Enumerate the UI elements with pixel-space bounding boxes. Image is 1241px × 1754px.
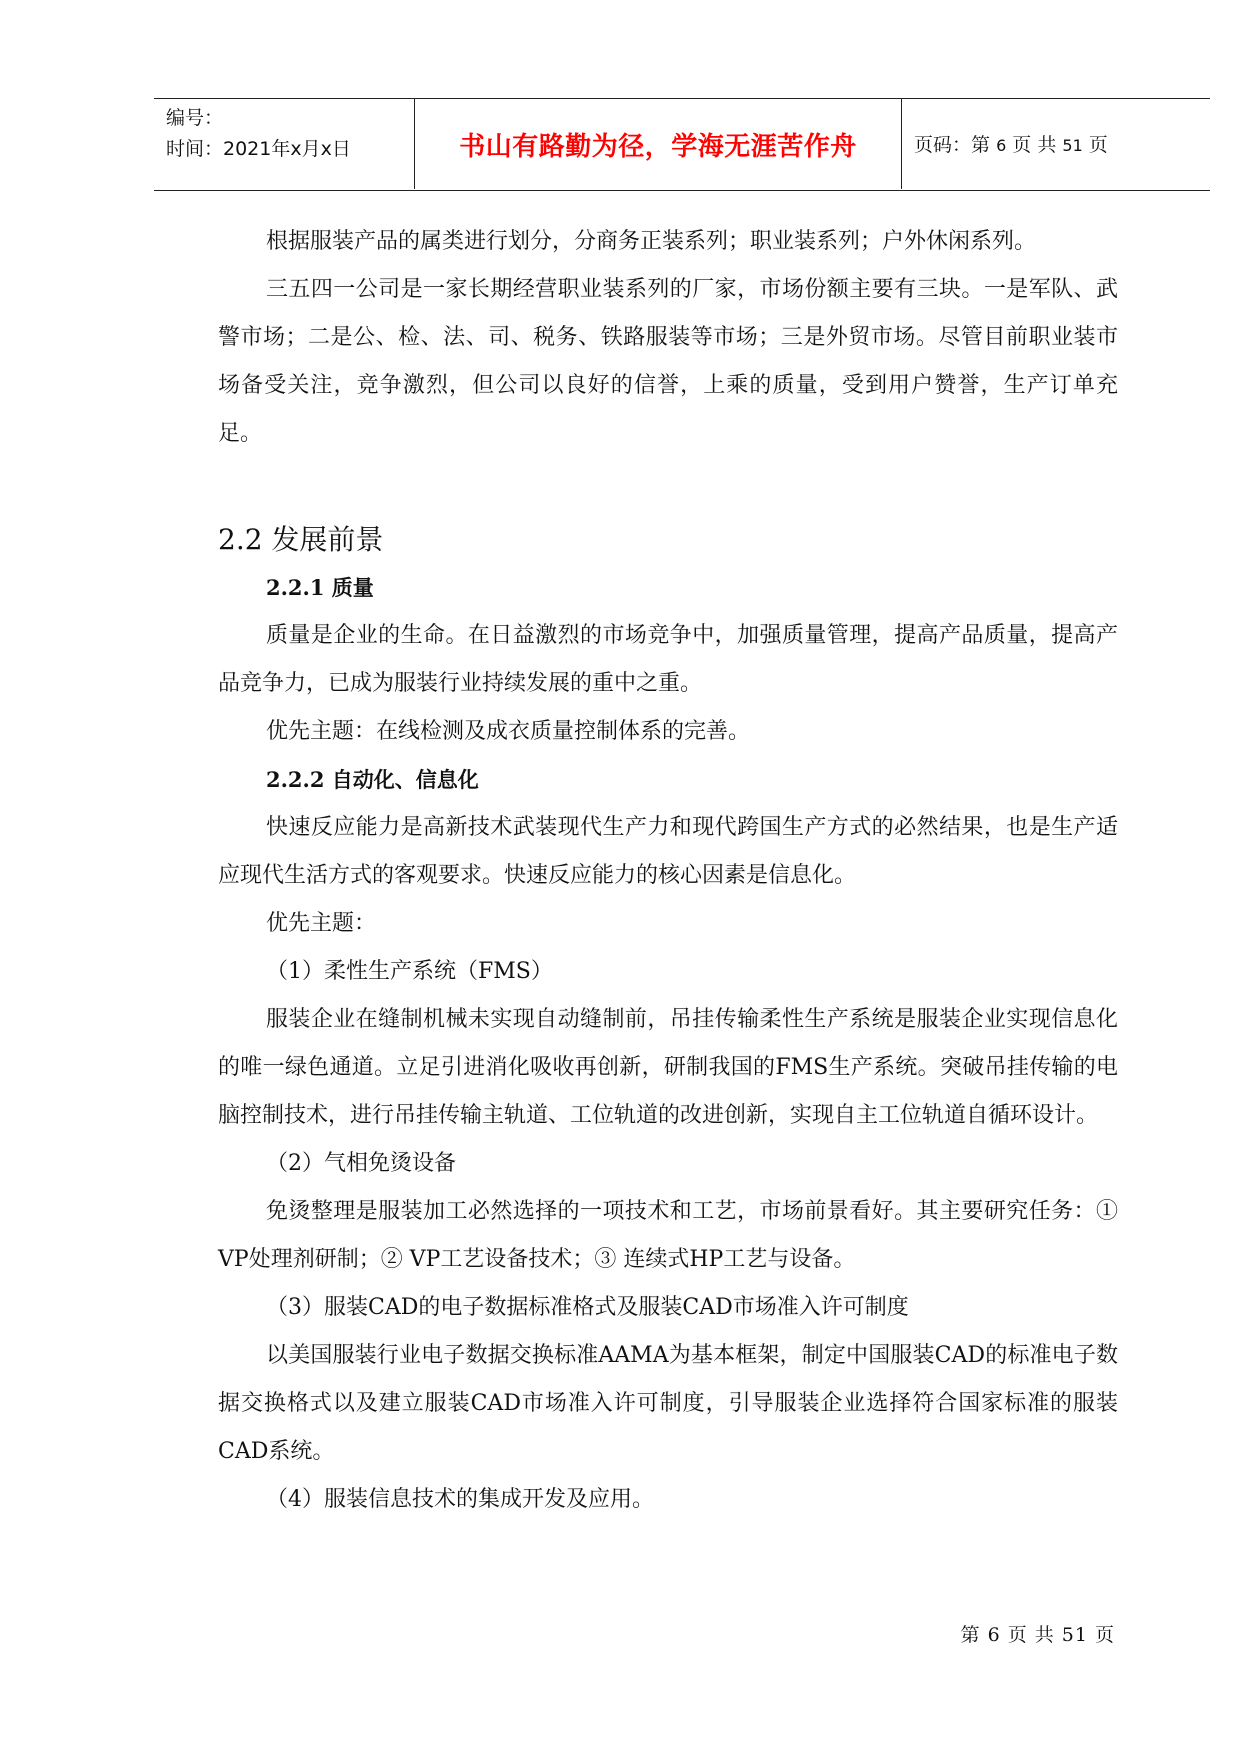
paragraph: 免烫整理是服装加工必然选择的一项技术和工艺，市场前景看好。其主要研究任务：① VP处理剂研制；② VP工艺设备技术；③ 连续式HP工艺与设备。 [218,1199,1118,1272]
header-motto-cell [414,99,902,189]
subsection-heading: 2.2.1 质量 [266,575,374,600]
page-mid-label: 页 共 [1012,134,1057,156]
subsection-heading: 2.2.2 自动化、信息化 [266,767,479,792]
paragraph: 优先主题： [266,911,377,936]
page-header [154,98,1210,191]
header-page-info [914,130,1108,157]
document-body [218,218,1118,1524]
page-label: 页码：第 [914,134,991,156]
paragraph: 服装企业在缝制机械未实现自动缝制前，吊挂传输柔性生产系统是服装企业实现信息化的唯一绿色通道。立足引进消化吸收再创新，研制我国的FMS生产系统。突破吊挂传输的电脑控制技术，进行吊挂传输主轨道、工位轨道的改进创新，实现自主工位轨道自循环设计。 [218,1007,1118,1128]
list-item: （3）服装CAD的电子数据标准格式及服装CAD市场准入许可制度 [266,1295,909,1320]
page-total: 51 [1062,136,1083,155]
page-footer: 第 6 页 共 51 页 [960,1624,1115,1646]
paragraph: 三五四一公司是一家长期经营职业装系列的厂家，市场份额主要有三块。一是军队、武警市场；二是公、检、法、司、税务、铁路服装等市场；三是外贸市场。尽管目前职业装市场备受关注，竞争激烈，但公司以良好的信誉，上乘的质量，受到用户赞誉，生产订单充足。 [218,277,1118,446]
list-item: （1）柔性生产系统（FMS） [266,959,553,984]
page-current: 6 [996,136,1007,155]
paragraph: 快速反应能力是高新技术武装现代生产力和现代跨国生产方式的必然结果，也是生产适应现代生活方式的客观要求。快速反应能力的核心因素是信息化。 [218,815,1118,888]
paragraph: 优先主题：在线检测及成衣质量控制体系的完善。 [266,719,751,744]
paragraph: 以美国服装行业电子数据交换标准AAMA为基本框架，制定中国服装CAD的标准电子数据交换格式以及建立服装CAD市场准入许可制度，引导服装企业选择符合国家标准的服装CAD系统。 [218,1343,1118,1464]
section-heading: 2.2 发展前景 [218,523,384,556]
list-item: （4）服装信息技术的集成开发及应用。 [266,1487,654,1512]
list-item: （2）气相免烫设备 [266,1151,456,1176]
page-end-label: 页 [1088,134,1108,156]
paragraph: 质量是企业的生命。在日益激烈的市场竞争中，加强质量管理，提高产品质量，提高产品竞争力，已成为服装行业持续发展的重中之重。 [218,623,1118,696]
paragraph: 根据服装产品的属类进行划分，分商务正装系列；职业装系列；户外休闲系列。 [266,229,1037,254]
document-number-label: 编号： [166,107,224,129]
header-motto: 书山有路勤为径，学海无涯苦作舟 [459,131,857,162]
header-meta [166,103,351,165]
document-time-label: 时间：2021年x月x日 [166,138,351,160]
